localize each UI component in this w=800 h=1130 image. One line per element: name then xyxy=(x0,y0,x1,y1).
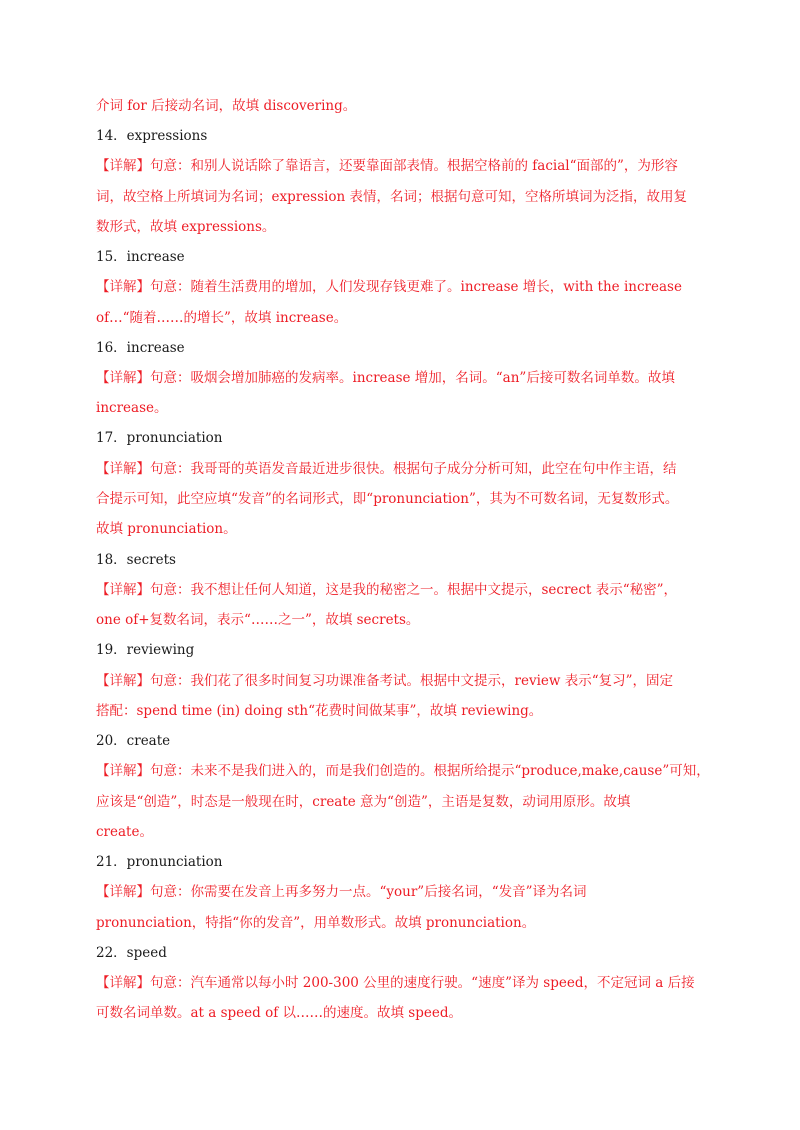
explanation-line: increase。 xyxy=(96,400,168,416)
explanation-line: of…“随着……的增长”，故填 increase。 xyxy=(96,310,348,326)
explanation-line: 合提示可知，此空应填“发音”的名词形式，即“pronunciation”，其为不可数名词，无复数形式。 xyxy=(96,491,679,507)
explanation-line: pronunciation，特指“你的发音”，用单数形式。故填 pronunciation。 xyxy=(96,915,536,931)
answer-heading: 20．create xyxy=(96,733,171,749)
answer-heading: 15．increase xyxy=(96,249,185,265)
answer-heading: 21．pronunciation xyxy=(96,854,223,870)
explanation-line: 【详解】句意：我不想让任何人知道，这是我的秘密之一。根据中文提示，secrect 表示“秘密”， xyxy=(96,582,677,598)
explanation-line: 故填 pronunciation。 xyxy=(96,521,237,537)
explanation-line: 可数名词单数。at a speed of 以……的速度。故填 speed。 xyxy=(96,1005,462,1021)
explanation-line: 【详解】句意：和别人说话除了靠语言，还要靠面部表情。根据空格前的 facial“面部的”，为形容 xyxy=(96,158,678,174)
explanation-line: 【详解】句意：你需要在发音上再多努力一点。“your”后接名词，“发音”译为名词 xyxy=(96,884,587,900)
answer-heading: 18．secrets xyxy=(96,552,176,568)
answer-heading: 14．expressions xyxy=(96,128,208,144)
explanation-line: one of+复数名词，表示“……之一”，故填 secrets。 xyxy=(96,612,420,628)
answer-heading: 19．reviewing xyxy=(96,642,195,658)
explanation-line: create。 xyxy=(96,824,153,840)
answer-heading: 17．pronunciation xyxy=(96,430,223,446)
explanation-line: 词，故空格上所填词为名词；expression 表情，名词；根据句意可知，空格所填词为泛指，故用复 xyxy=(96,189,687,205)
explanation-line: 搭配：spend time (in) doing sth“花费时间做某事”，故填 reviewing。 xyxy=(96,703,543,719)
text-line: 介词 for 后接动名词，故填 discovering。 xyxy=(96,98,357,114)
explanation-line: 【详解】句意：随着生活费用的增加，人们发现存钱更难了。increase 增长，with the increase xyxy=(96,279,682,295)
explanation-line: 数形式，故填 expressions。 xyxy=(96,219,276,235)
explanation-line: 【详解】句意：未来不是我们进入的，而是我们创造的。根据所给提示“produce,make,cause”可知， xyxy=(96,763,710,779)
explanation-line: 【详解】句意：我哥哥的英语发音最近进步很快。根据句子成分分析可知，此空在句中作主语，结 xyxy=(96,461,677,477)
explanation-line: 【详解】句意：我们花了很多时间复习功课准备考试。根据中文提示，review 表示“复习”，固定 xyxy=(96,673,674,689)
answer-heading: 22．speed xyxy=(96,945,167,961)
answer-heading: 16．increase xyxy=(96,340,185,356)
explanation-line: 【详解】句意：吸烟会增加肺癌的发病率。increase 增加，名词。“an”后接可数名词单数。故填 xyxy=(96,370,675,386)
explanation-line: 【详解】句意：汽车通常以每小时 200-300 公里的速度行驶。“速度”译为 speed，不定冠词 a 后接 xyxy=(96,975,695,991)
explanation-line: 应该是“创造”，时态是一般现在时，create 意为“创造”，主语是复数，动词用原形。故填 xyxy=(96,794,631,810)
